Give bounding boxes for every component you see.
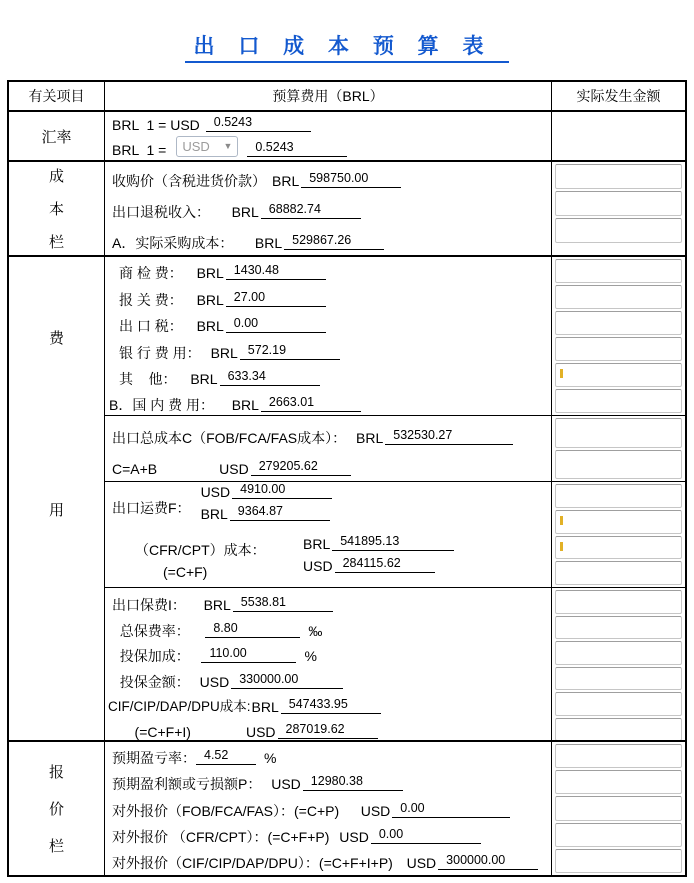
exchange-rate-row	[9, 112, 685, 162]
table-header-row	[9, 82, 685, 112]
cfr-brl-line: BRL 541895.13	[293, 534, 454, 556]
actual-amount-input[interactable]	[555, 218, 682, 243]
premium-rate-line: 总保费率： 8.80 ‰	[112, 620, 323, 639]
domestic-fees-lines	[105, 257, 552, 415]
row-label-fee-column: 费 用	[9, 257, 105, 740]
exchange-actual-cell	[552, 112, 685, 160]
quote-actual-cell	[552, 742, 685, 875]
exchange-rate2-field[interactable]: 0.5243	[247, 140, 347, 157]
actual-amount-input[interactable]	[555, 363, 682, 387]
spacer	[555, 245, 682, 253]
total-cost-actual-cell	[552, 416, 685, 481]
actual-amount-input[interactable]	[555, 796, 682, 820]
bank-fee-field[interactable]: 572.19	[240, 343, 340, 360]
insured-markup-field[interactable]: 110.00	[201, 646, 296, 663]
domestic-fees-subsection	[105, 257, 685, 416]
freight-brl-line: BRL 9364.87	[191, 504, 333, 526]
exchange-line-2	[105, 137, 551, 160]
currency-select[interactable]	[176, 136, 238, 157]
header-budget-column: 预算费用（BRL）	[105, 82, 552, 110]
actual-amount-input[interactable]	[555, 484, 682, 508]
cif-cost-brl-field[interactable]: 547433.95	[281, 697, 381, 714]
actual-amount-input[interactable]	[555, 510, 682, 534]
caret-mark	[560, 542, 563, 551]
exchange-rate1-field[interactable]: 0.5243	[206, 115, 311, 132]
total-cost-brl-line: 出口总成本C（FOB/FCA/FAS成本）： BRL 532530.27	[105, 416, 551, 450]
actual-amount-input[interactable]	[555, 418, 682, 448]
actual-amount-input[interactable]	[555, 744, 682, 768]
caret-mark	[560, 516, 563, 525]
freight-block: 出口运费F： USD 4910.00 BRL 9364.87	[105, 482, 551, 534]
cost-lines-cell	[105, 162, 552, 255]
actual-amount-input[interactable]	[555, 667, 682, 691]
exchange-line1-label: BRL 1 = USD	[112, 117, 200, 133]
cfr-usd-line: USD 284115.62	[293, 556, 454, 578]
purchase-price-line: 收购价（含税进货价款） BRL 598750.00	[105, 162, 551, 193]
export-tax-field[interactable]: 0.00	[226, 316, 326, 333]
header-actual-column: 实际发生金额	[576, 88, 661, 104]
total-cost-usd-line: C=A+B USD 279205.62	[105, 450, 551, 481]
cif-cost-usd-line: (=C+F+I) USD 287019.62	[105, 718, 551, 740]
inspection-fee-line: 商 检 费： BRL 1430.48	[105, 259, 551, 285]
row-label-quote-column: 报 价 栏	[9, 742, 105, 875]
freight-usd-field[interactable]: 4910.00	[232, 482, 332, 499]
purchase-price-field[interactable]: 598750.00	[301, 171, 401, 188]
freight-usd-line: USD 4910.00	[191, 482, 333, 504]
cif-cost-usd-field[interactable]: 287019.62	[278, 722, 378, 739]
inspection-fee-field[interactable]: 1430.48	[226, 263, 326, 280]
page-title	[0, 30, 694, 60]
insured-amount-line: 投保金额： USD 330000.00	[105, 667, 551, 692]
currency-select-value: USD	[182, 139, 210, 154]
insured-markup-line: 投保加成： 110.00 %	[112, 646, 317, 665]
actual-amount-input[interactable]	[555, 590, 682, 614]
profit-rate-line: 预期盈亏率： 4.52 %	[112, 748, 277, 767]
budget-table	[7, 80, 687, 877]
actual-amount-input[interactable]	[555, 311, 682, 335]
premium-rate-field[interactable]: 8.80	[205, 621, 300, 638]
freight-brl-field[interactable]: 9364.87	[230, 504, 330, 521]
insurance-premium-field[interactable]: 5538.81	[233, 595, 333, 612]
actual-amount-input[interactable]	[555, 718, 682, 740]
fee-subsections	[105, 257, 685, 740]
profit-rate-field[interactable]: 4.52	[196, 748, 256, 765]
actual-amount-input[interactable]	[555, 692, 682, 716]
freight-actual-cell	[552, 482, 685, 587]
tax-rebate-line: 出口退税收入： BRL 68882.74	[105, 193, 551, 224]
actual-amount-input[interactable]	[555, 164, 682, 189]
page-title-text: 出 口 成 本 预 算 表	[185, 35, 508, 63]
actual-amount-input[interactable]	[555, 823, 682, 847]
row-label-exchange-rate: 汇率	[9, 112, 105, 160]
domestic-total-line: B．国 内 费 用： BRL 2663.01	[105, 391, 551, 415]
bank-fee-line: 银 行 费 用： BRL 572.19	[105, 338, 551, 364]
actual-amount-input[interactable]	[555, 259, 682, 283]
freight-subsection	[105, 482, 685, 588]
caret-mark	[560, 369, 563, 378]
export-tax-line: 出 口 税： BRL 0.00	[105, 312, 551, 338]
actual-amount-input[interactable]	[555, 849, 682, 873]
quote-section-row	[9, 742, 685, 875]
insurance-lines	[105, 588, 552, 740]
total-cost-brl-field[interactable]: 532530.27	[385, 428, 513, 445]
actual-amount-input[interactable]	[555, 536, 682, 560]
actual-amount-input[interactable]	[555, 561, 682, 585]
actual-amount-input[interactable]	[555, 770, 682, 794]
cfr-brl-field[interactable]: 541895.13	[332, 534, 454, 551]
cfr-quote-field[interactable]: 0.00	[371, 827, 481, 844]
actual-amount-input[interactable]	[555, 450, 682, 480]
cost-actual-cell	[552, 162, 685, 255]
total-cost-subsection	[105, 416, 685, 482]
actual-procurement-cost-line: A．实际采购成本： BRL 529867.26	[105, 224, 551, 255]
customs-fee-line: 报 关 费： BRL 27.00	[105, 285, 551, 311]
actual-amount-input[interactable]	[555, 337, 682, 361]
actual-amount-input[interactable]	[555, 191, 682, 216]
cfr-usd-field[interactable]: 284115.62	[335, 556, 435, 573]
fee-section-row	[9, 257, 685, 742]
insurance-premium-line: 出口保费I： BRL 5538.81	[105, 591, 551, 616]
cfr-cost-block: （CFR/CPT）成本： (=C+F) BRL 541895.13 USD 284115.62	[105, 534, 551, 587]
cost-section-row	[9, 162, 685, 257]
exchange-line-1	[105, 112, 551, 137]
total-cost-lines	[105, 416, 552, 481]
insurance-subsection	[105, 588, 685, 740]
exchange-line2-label: BRL 1 =	[112, 142, 167, 158]
domestic-total-field[interactable]: 2663.01	[261, 395, 361, 412]
quote-lines-cell	[105, 742, 552, 875]
cfr-quote-line: 对外报价 （CFR/CPT）：(=C+F+P) USD 0.00	[105, 823, 551, 849]
exchange-rate-cell	[105, 112, 552, 160]
total-cost-usd-field[interactable]: 279205.62	[251, 459, 351, 476]
chevron-down-icon: ▼	[223, 141, 233, 151]
profit-amount-field[interactable]: 12980.38	[303, 774, 403, 791]
cif-cost-brl-line: CIF/CIP/DAP/DPU成本: BRL 547433.95	[105, 693, 551, 718]
tax-rebate-field[interactable]: 68882.74	[261, 202, 361, 219]
other-fee-line: 其 他： BRL 633.34	[105, 365, 551, 391]
customs-fee-field[interactable]: 27.00	[226, 290, 326, 307]
actual-amount-input[interactable]	[555, 641, 682, 665]
cif-quote-line: 对外报价（CIF/CIP/DAP/DPU）：(=C+F+I+P) USD 300000.00	[105, 849, 551, 875]
insurance-actual-cell	[552, 588, 685, 740]
actual-amount-input[interactable]	[555, 389, 682, 413]
profit-amount-line: 预期盈利额或亏损额P： USD 12980.38	[105, 770, 551, 796]
row-label-cost-column: 成 本 栏	[9, 162, 105, 255]
other-fee-field[interactable]: 633.34	[220, 369, 320, 386]
freight-lines	[105, 482, 552, 587]
actual-amount-input[interactable]	[555, 616, 682, 640]
fob-quote-line: 对外报价（FOB/FCA/FAS）：(=C+P) USD 0.00	[105, 796, 551, 822]
domestic-fees-actual-cell	[552, 257, 685, 415]
cif-quote-field[interactable]: 300000.00	[438, 853, 538, 870]
header-item-column: 有关项目	[9, 82, 105, 110]
fob-quote-field[interactable]: 0.00	[392, 801, 510, 818]
actual-amount-input[interactable]	[555, 285, 682, 309]
insured-amount-field[interactable]: 330000.00	[231, 672, 343, 689]
actual-procurement-cost-field[interactable]: 529867.26	[284, 233, 384, 250]
